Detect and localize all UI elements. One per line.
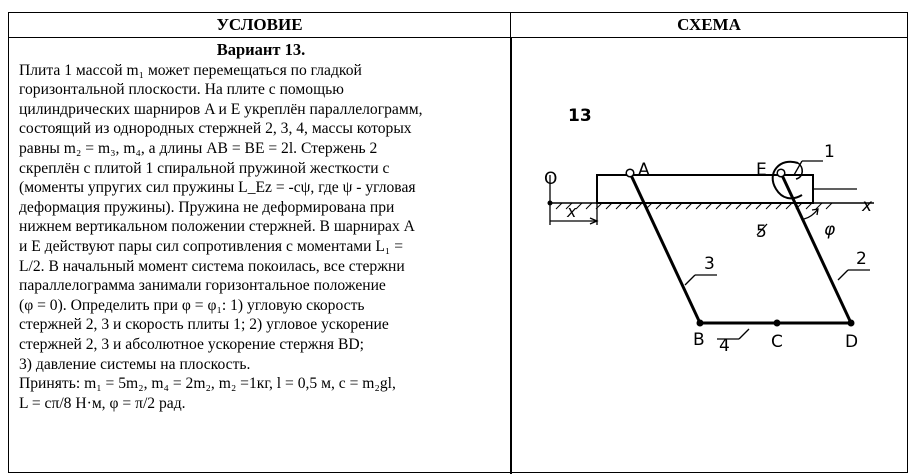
- label-4-leader: [739, 329, 749, 339]
- rod-3: [630, 173, 700, 323]
- label-rod-3: 3: [704, 254, 715, 274]
- condition-line: равны m₂ = m₃, m₄, а длины AB = BE = 2l. Стержень 2: [19, 139, 378, 157]
- hinge-A: [626, 169, 634, 177]
- condition-line: цилиндрических шарниров A и E укреплён параллелограмм,: [19, 100, 423, 118]
- label-3-leader: [685, 275, 695, 285]
- label-rod-4: 4: [719, 336, 730, 356]
- condition-line: скреплён с плитой 1 спиральной пружиной жесткости с: [19, 159, 390, 177]
- variant-title: Вариант 13.: [216, 40, 306, 59]
- label-rod-2: 2: [856, 249, 867, 269]
- condition-line: (моменты упругих сил пружины L_Ez = -cψ, где ψ - угловая: [19, 179, 416, 197]
- condition-line: параллелограмма занимали горизонтальное положение: [19, 277, 386, 295]
- condition-line: 3) давление системы на плоскость.: [19, 355, 251, 373]
- label-C: C: [771, 332, 783, 352]
- phi-arc: [804, 209, 818, 219]
- label-spring-5: 5: [756, 222, 767, 242]
- label-D: D: [845, 332, 859, 352]
- label-2-leader: [838, 270, 848, 280]
- condition-line: Плита 1 массой m₁ может перемещаться по гладкой: [19, 61, 362, 79]
- spiral-spring: [773, 162, 802, 199]
- hinge-D: [848, 320, 855, 327]
- mechanism-schema: [512, 39, 906, 471]
- x-axis-label: x: [862, 196, 873, 216]
- condition-text: [19, 40, 503, 413]
- label-B: B: [693, 330, 705, 350]
- condition-line: нижнем вертикальном положении стержней. В шарнирах A: [19, 218, 415, 236]
- condition-line: (φ = 0). Определить при φ = φ₁: 1) угловую скорость: [19, 296, 365, 314]
- phi-label: φ: [824, 220, 836, 240]
- plate-1: [597, 175, 813, 203]
- point-C: [774, 320, 781, 327]
- schema-number: 13: [568, 106, 592, 126]
- origin-point: [548, 201, 553, 206]
- condition-line: стержней 2, 3 и скорость плиты 1; 2) угловое ускорение: [19, 316, 389, 334]
- hinge-E: [777, 169, 785, 177]
- condition-line: горизонтальной плоскости. На плите с помощью: [19, 81, 344, 99]
- schema-header: СХЕМА: [511, 13, 907, 38]
- hinge-B: [697, 320, 704, 327]
- task-table: [8, 12, 908, 473]
- condition-line: деформация пружины). Пружина не деформирована при: [19, 198, 395, 216]
- condition-line: состоящий из однородных стержней 2, 3, 4, массы которых: [19, 120, 412, 138]
- condition-line: L = cπ/8 Н·м, φ = π/2 рад.: [19, 394, 186, 412]
- condition-line: Принять: m₁ = 5m₂, m₄ = 2m₂, m₂ =1кг, l = 0,5 м, c = m₂gl,: [19, 375, 396, 393]
- label-A: A: [638, 160, 650, 180]
- condition-header: УСЛОВИЕ: [9, 13, 511, 38]
- label-O: O: [544, 169, 558, 189]
- rod-2: [781, 173, 851, 323]
- condition-line: L/2. В начальный момент система покоилась, все стержни: [19, 257, 405, 275]
- label-plate-1: 1: [824, 142, 835, 162]
- condition-line: стержней 2, 3 и абсолютное ускорение стержня BD;: [19, 335, 364, 353]
- label-E: E: [756, 160, 767, 180]
- x-dimension-label: x: [567, 202, 577, 221]
- condition-line: и E действуют пары сил сопротивления с моментами L₁ =: [19, 237, 404, 255]
